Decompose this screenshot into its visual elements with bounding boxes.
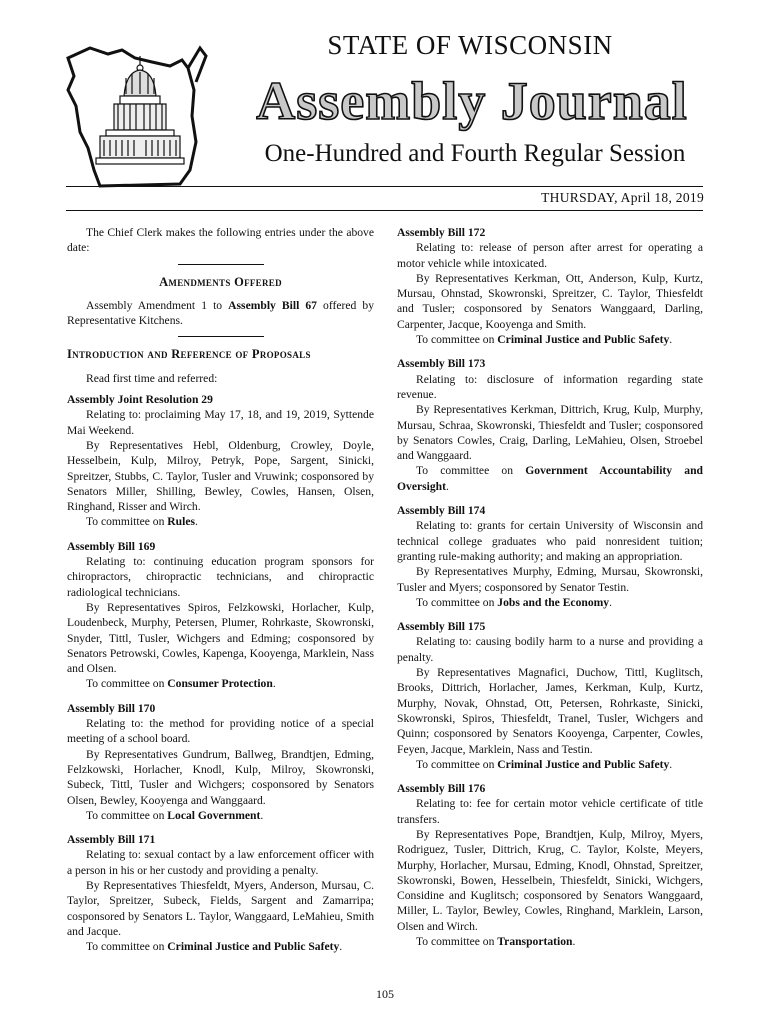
proposal-committee bbox=[397, 595, 703, 610]
proposal-entry bbox=[397, 619, 703, 772]
amendment-bill-ref: Assembly Bill 67 bbox=[228, 298, 317, 312]
proposal-relating: Relating to: causing bodily harm to a nurse and providing a penalty. bbox=[397, 635, 703, 664]
committee-prefix: To committee on bbox=[86, 808, 168, 822]
committee-suffix: . bbox=[609, 595, 612, 609]
proposal-relating: Relating to: release of person after arrest for operating a motor vehicle while intoxicated. bbox=[397, 241, 703, 270]
committee-suffix: . bbox=[572, 935, 576, 949]
page-number: 105 bbox=[376, 987, 394, 1001]
proposal-title: Assembly Bill 175 bbox=[397, 620, 486, 634]
right-column bbox=[397, 225, 703, 949]
amendment-entry bbox=[67, 298, 374, 329]
proposal-entry bbox=[397, 356, 703, 494]
intro-paragraph: The Chief Clerk makes the following entries under the above date: bbox=[67, 226, 374, 255]
proposal-sponsors: By Representatives Spiros, Felzkowski, Horlacher, Kulp, Loudenbeck, Murphy, Petersen, Plumer, Rohrkaste, Skowronski, Snyder, Tittl, Tusler, Wichgers and Edming; cosponsored by Senators Petrowski, Cowles, Kapenga, Kooyenga, Marklein, Nass and Olsen. bbox=[67, 600, 374, 676]
proposal-title: Assembly Bill 176 bbox=[397, 782, 486, 796]
proposal-committee bbox=[67, 676, 374, 691]
committee-suffix: . bbox=[260, 808, 264, 822]
header-rule-top bbox=[66, 186, 703, 187]
proposal-relating: Relating to: proclaiming May 17, 18, and 19, 2019, Syttende Mai Weekend. bbox=[67, 408, 374, 437]
committee-prefix: To committee on bbox=[416, 333, 498, 347]
committee-name: Jobs and the Economy bbox=[497, 595, 610, 609]
proposal-title: Assembly Bill 169 bbox=[67, 539, 156, 553]
proposal-entry bbox=[397, 781, 703, 949]
committee-suffix: . bbox=[195, 515, 198, 529]
proposal-committee bbox=[397, 332, 703, 347]
proposal-committee bbox=[67, 808, 374, 823]
committee-suffix: . bbox=[669, 757, 673, 771]
proposal-sponsors: By Representatives Gundrum, Ballweg, Brandtjen, Edming, Felzkowski, Horlacher, Knodl, Kulp, Milroy, Skowronski, Subeck, Tittl, Tusler and Wichgers; cosponsored by Senators Olsen, Bewley, Kooyenga and Wanggaard. bbox=[67, 747, 374, 807]
proposal-sponsors: By Representatives Thiesfeldt, Myers, Anderson, Mursau, C. Taylor, Spreitzer, Subeck, Fields, Sargent and Zamarripa; cosponsored by Senators L. Taylor, Wanggaard, LeMahieu, Smith and Jacque. bbox=[67, 878, 374, 938]
journal-date: THURSDAY, April 18, 2019 bbox=[541, 190, 704, 205]
introduction-heading: Introduction and Reference of Proposals bbox=[67, 347, 311, 362]
read-first-note: Read first time and referred: bbox=[86, 371, 218, 385]
proposal-entry bbox=[67, 392, 374, 530]
committee-suffix: . bbox=[272, 677, 276, 691]
proposal-relating: Relating to: sexual contact by a law enforcement officer with a person in his or her custody and providing a penalty. bbox=[67, 848, 374, 877]
proposal-sponsors: By Representatives Pope, Brandtjen, Kulp, Milroy, Myers, Rodriguez, Tusler, Dittrich, Krug, C. Taylor, Kolste, Meyers, Murphy, Horlacher, Mursau, Edming, Knodl, Ohnstad, Spreitzer, Skowronski, Bowen, Hesselbein, Thiesfeldt, Sinicki, Wichgers, Considine and Kuglitsch; cosponsored by Senators Wanggaard, Miller, L. Taylor, Bewley, Cowles, Ringhand, Marklein, Larson, Olsen and Wirch. bbox=[397, 827, 703, 933]
amendment-text: Assembly Amendment 1 to bbox=[86, 298, 229, 312]
committee-prefix: To committee on bbox=[416, 935, 498, 949]
proposal-entry bbox=[67, 832, 374, 954]
proposal-title: Assembly Bill 171 bbox=[67, 833, 156, 847]
proposal-relating: Relating to: disclosure of information regarding state revenue. bbox=[397, 372, 703, 401]
committee-prefix: To committee on bbox=[86, 515, 168, 529]
wisconsin-capitol-logo bbox=[60, 20, 220, 190]
proposal-committee bbox=[67, 514, 374, 529]
committee-prefix: To committee on bbox=[86, 677, 168, 691]
proposal-relating: Relating to: fee for certain motor vehicle certificate of title transfers. bbox=[397, 797, 703, 826]
committee-name: Criminal Justice and Public Safety bbox=[497, 333, 670, 347]
proposal-sponsors: By Representatives Magnafici, Duchow, Tittl, Kuglitsch, Brooks, Dittrich, Horlacher, James, Kerkman, Kulp, Kurtz, Murphy, Novak, Ohnstad, Ott, Petersen, Rohrkaste, Sinicki, Skowronski, Spiros, Thiesfeldt, Tranel, Tusler, Wichgers and Quinn; cosponsored by Senators Kooyenga, Carpenter, Cowles, Feyen, Jacque, Marklein, Nass and Testin. bbox=[397, 666, 703, 756]
committee-name: Criminal Justice and Public Safety bbox=[167, 940, 340, 954]
proposal-committee bbox=[397, 757, 703, 772]
proposal-committee bbox=[67, 939, 374, 954]
committee-suffix: . bbox=[669, 333, 673, 347]
amendments-heading: Amendments Offered bbox=[159, 274, 282, 289]
proposal-entry bbox=[67, 539, 374, 692]
state-heading: STATE OF WISCONSIN bbox=[327, 30, 613, 60]
committee-name: Government Accountability and Oversight bbox=[397, 464, 703, 493]
committee-name: Transportation bbox=[497, 935, 573, 949]
proposal-title: Assembly Bill 173 bbox=[397, 357, 486, 371]
proposal-title: Assembly Bill 174 bbox=[397, 504, 486, 518]
committee-name: Local Government bbox=[167, 808, 261, 822]
header-rule-bottom bbox=[66, 210, 703, 211]
committee-prefix: To committee on bbox=[416, 464, 526, 478]
proposal-sponsors: By Representatives Kerkman, Dittrich, Krug, Kulp, Murphy, Mursau, Schraa, Skowronski, Thiesfeldt and Tusler; cosponsored by Senators Cowles, Craig, Darling, LeMahieu, Olsen, Stroebel and Wanggaard. bbox=[397, 403, 703, 463]
proposal-sponsors: By Representatives Murphy, Edming, Mursau, Skowronski, Tusler and Myers; cosponsored by Senator Testin. bbox=[397, 565, 703, 594]
proposal-entry bbox=[397, 225, 703, 347]
session-subtitle: One-Hundred and Fourth Regular Session bbox=[264, 140, 686, 167]
amendment-sponsor: offered by Representative Kitchens. bbox=[67, 298, 374, 328]
proposal-committee bbox=[397, 934, 703, 949]
proposal-title: Assembly Bill 170 bbox=[67, 701, 156, 715]
left-column bbox=[67, 225, 374, 954]
proposal-committee bbox=[397, 463, 703, 494]
proposal-sponsors: By Representatives Kerkman, Ott, Anderson, Kulp, Kurtz, Mursau, Ohnstad, Skowronski, Spreitzer, C. Taylor, Thiesfeldt and Tusler; cosponsored by Senators Wanggaard, Darling, Carpenter, Jacque, Kooyenga and Smith. bbox=[397, 271, 703, 331]
proposal-relating: Relating to: grants for certain University of Wisconsin and technical college graduates who paid nonresident tuition; granting rule-making authority; and making an appropriation. bbox=[397, 519, 703, 563]
proposal-title: Assembly Joint Resolution 29 bbox=[67, 393, 213, 407]
committee-name: Consumer Protection bbox=[167, 677, 273, 691]
committee-suffix: . bbox=[339, 940, 343, 954]
committee-suffix: . bbox=[445, 479, 449, 493]
proposal-relating: Relating to: the method for providing notice of a special meeting of a school board. bbox=[67, 717, 374, 746]
proposal-entry bbox=[397, 503, 703, 610]
journal-title: Assembly Journal bbox=[256, 71, 688, 131]
committee-prefix: To committee on bbox=[416, 757, 498, 771]
proposal-relating: Relating to: continuing education program sponsors for chiropractors, chiropractic technicians, and chiropractic radiological technicians. bbox=[67, 555, 374, 599]
committee-name: Criminal Justice and Public Safety bbox=[497, 757, 670, 771]
proposal-entry bbox=[67, 701, 374, 823]
section-divider bbox=[178, 264, 264, 265]
committee-prefix: To committee on bbox=[86, 940, 168, 954]
proposal-sponsors: By Representatives Hebl, Oldenburg, Crowley, Doyle, Hesselbein, Kulp, Milroy, Petryk, Pope, Sargent, Sinicki, Spreitzer, Stubbs, C. Taylor, Tusler and Vruwink; cosponsored by Senators Miller, Shilling, Bewley, Cowles, Hansen, Olsen, Ringhand, Risser and Wirch. bbox=[67, 438, 374, 514]
section-divider bbox=[178, 336, 264, 337]
committee-prefix: To committee on bbox=[416, 595, 498, 609]
committee-name: Rules bbox=[167, 515, 195, 529]
proposal-title: Assembly Bill 172 bbox=[397, 226, 486, 239]
